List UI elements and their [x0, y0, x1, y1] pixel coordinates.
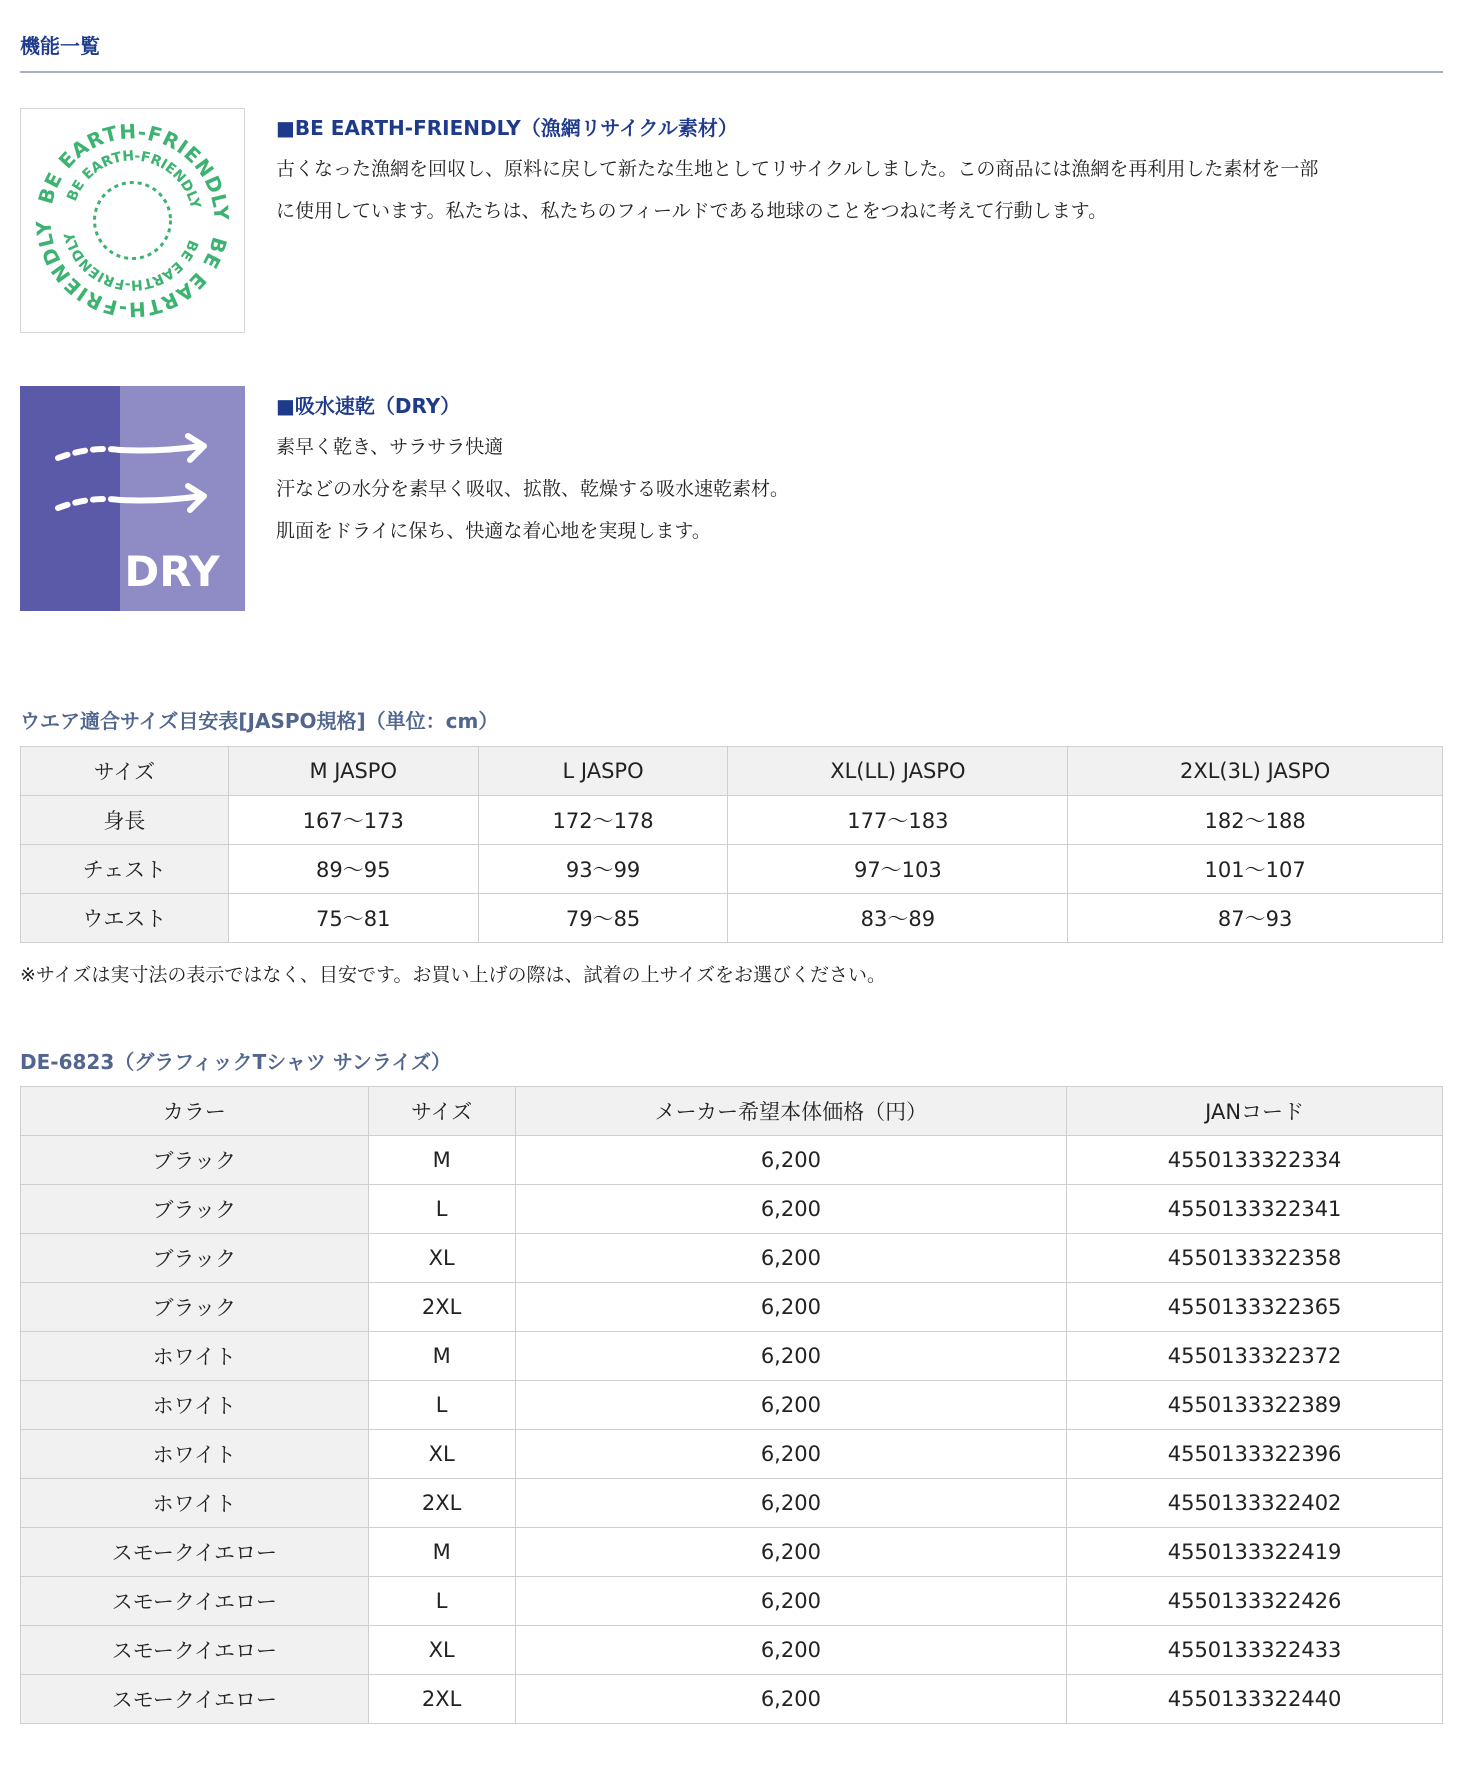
table-row	[21, 1675, 1443, 1724]
table-row	[21, 1626, 1443, 1675]
table-row	[21, 1430, 1443, 1479]
table-header-cell: メーカー希望本体価格（円）	[515, 1087, 1067, 1136]
jan-code-cell: 4550133322396	[1067, 1430, 1443, 1479]
color-cell: スモークイエロー	[21, 1577, 369, 1626]
logo-ring-text-outer-2: BE EARTH-FRIENDLY	[31, 218, 232, 322]
table-row	[21, 894, 1443, 943]
price-cell: 6,200	[515, 1185, 1067, 1234]
table-cell: 97〜103	[728, 845, 1068, 894]
size-cell: XL	[368, 1626, 515, 1675]
price-cell: 6,200	[515, 1381, 1067, 1430]
table-cell: 182〜188	[1068, 796, 1443, 845]
price-cell: 6,200	[515, 1479, 1067, 1528]
table-cell: 101〜107	[1068, 845, 1443, 894]
table-cell: 172〜178	[478, 796, 728, 845]
table-row	[21, 1577, 1443, 1626]
table-row	[21, 1234, 1443, 1283]
size-cell: M	[368, 1136, 515, 1185]
table-row	[21, 1185, 1443, 1234]
price-cell: 6,200	[515, 1136, 1067, 1185]
table-row	[21, 1332, 1443, 1381]
price-cell: 6,200	[515, 1577, 1067, 1626]
table-header-cell: 2XL(3L) JASPO	[1068, 747, 1443, 796]
table-header-cell: XL(LL) JASPO	[728, 747, 1068, 796]
feature-title: ■BE EARTH-FRIENDLY（漁網リサイクル素材）	[276, 116, 738, 140]
table-cell: 89〜95	[228, 845, 478, 894]
price-cell: 6,200	[515, 1528, 1067, 1577]
size-cell: L	[368, 1185, 515, 1234]
price-cell: 6,200	[515, 1430, 1067, 1479]
price-cell: 6,200	[515, 1626, 1067, 1675]
dry-icon-label: DRY	[124, 547, 220, 596]
jan-code-cell: 4550133322334	[1067, 1136, 1443, 1185]
table-row	[21, 1479, 1443, 1528]
jan-code-cell: 4550133322426	[1067, 1577, 1443, 1626]
table-header-row	[21, 747, 1443, 796]
table-row	[21, 796, 1443, 845]
jan-code-cell: 4550133322372	[1067, 1332, 1443, 1381]
table-cell: 79〜85	[478, 894, 728, 943]
size-cell: M	[368, 1332, 515, 1381]
table-cell: 167〜173	[228, 796, 478, 845]
jan-code-cell: 4550133322419	[1067, 1528, 1443, 1577]
product-table	[20, 1086, 1443, 1724]
jan-code-cell: 4550133322358	[1067, 1234, 1443, 1283]
size-cell: 2XL	[368, 1479, 515, 1528]
color-cell: ホワイト	[21, 1332, 369, 1381]
logo-ring-text-inner-2: BE EARTH-FRIENDLY	[61, 230, 201, 293]
color-cell: ホワイト	[21, 1479, 369, 1528]
section-title: 機能一覧	[20, 34, 100, 58]
dry-icon	[20, 386, 245, 611]
color-cell: スモークイエロー	[21, 1528, 369, 1577]
feature-desc-line: 汗などの水分を素早く吸収、拡散、乾燥する吸水速乾素材。	[276, 478, 790, 500]
size-table	[20, 746, 1443, 943]
product-table-title: DE-6823（グラフィックTシャツ サンライズ）	[20, 1050, 452, 1074]
row-label-cell: 身長	[21, 796, 229, 845]
table-header-cell: L JASPO	[478, 747, 728, 796]
color-cell: スモークイエロー	[21, 1675, 369, 1724]
logo-ring-text-inner: BE EARTH-FRIENDLY	[64, 148, 204, 211]
color-cell: ホワイト	[21, 1381, 369, 1430]
be-earth-friendly-logo-icon	[20, 108, 245, 333]
table-header-cell: サイズ	[21, 747, 229, 796]
table-header-cell: カラー	[21, 1087, 369, 1136]
size-cell: L	[368, 1381, 515, 1430]
jan-code-cell: 4550133322341	[1067, 1185, 1443, 1234]
jan-code-cell: 4550133322440	[1067, 1675, 1443, 1724]
feature-desc-line: に使用しています。私たちは、私たちのフィールドである地球のことをつねに考えて行動します。	[276, 200, 1108, 222]
size-cell: 2XL	[368, 1675, 515, 1724]
price-cell: 6,200	[515, 1332, 1067, 1381]
table-row	[21, 1381, 1443, 1430]
logo-ring-text-outer: BE EARTH-FRIENDLY	[33, 119, 234, 223]
jan-code-cell: 4550133322433	[1067, 1626, 1443, 1675]
size-cell: L	[368, 1577, 515, 1626]
svg-text:BE EARTH-FRIENDLY	[33, 119, 233, 222]
color-cell: スモークイエロー	[21, 1626, 369, 1675]
jan-code-cell: 4550133322402	[1067, 1479, 1443, 1528]
color-cell: ブラック	[21, 1283, 369, 1332]
feature-desc-line: 古くなった漁網を回収し、原料に戻して新たな生地としてリサイクルしました。この商品には漁網を再利用した素材を一部	[276, 158, 1319, 180]
feature-desc-line: 素早く乾き、サラサラ快適	[276, 436, 504, 458]
color-cell: ホワイト	[21, 1430, 369, 1479]
size-note: ※サイズは実寸法の表示ではなく、目安です。お買い上げの際は、試着の上サイズをお選びください。	[20, 964, 886, 986]
table-row	[21, 1528, 1443, 1577]
table-cell: 177〜183	[728, 796, 1068, 845]
table-cell: 87〜93	[1068, 894, 1443, 943]
price-cell: 6,200	[515, 1283, 1067, 1332]
size-cell: XL	[368, 1430, 515, 1479]
table-cell: 83〜89	[728, 894, 1068, 943]
feature-desc-line: 肌面をドライに保ち、快適な着心地を実現します。	[276, 520, 711, 542]
table-header-row	[21, 1087, 1443, 1136]
size-table-title: ウエア適合サイズ目安表[JASPO規格]（単位：cm）	[20, 709, 499, 733]
table-cell: 75〜81	[228, 894, 478, 943]
price-cell: 6,200	[515, 1234, 1067, 1283]
color-cell: ブラック	[21, 1185, 369, 1234]
jan-code-cell: 4550133322389	[1067, 1381, 1443, 1430]
table-header-cell: サイズ	[368, 1087, 515, 1136]
table-cell: 93〜99	[478, 845, 728, 894]
size-cell: 2XL	[368, 1283, 515, 1332]
size-cell: M	[368, 1528, 515, 1577]
size-cell: XL	[368, 1234, 515, 1283]
row-label-cell: チェスト	[21, 845, 229, 894]
section-divider	[20, 71, 1443, 73]
table-row	[21, 1283, 1443, 1332]
svg-text:BE EARTH-FRIENDLY	[31, 219, 231, 322]
row-label-cell: ウエスト	[21, 894, 229, 943]
table-row	[21, 845, 1443, 894]
table-header-cell: M JASPO	[228, 747, 478, 796]
color-cell: ブラック	[21, 1234, 369, 1283]
price-cell: 6,200	[515, 1675, 1067, 1724]
color-cell: ブラック	[21, 1136, 369, 1185]
table-row	[21, 1136, 1443, 1185]
feature-title: ■吸水速乾（DRY）	[276, 394, 461, 418]
jan-code-cell: 4550133322365	[1067, 1283, 1443, 1332]
table-header-cell: JANコード	[1067, 1087, 1443, 1136]
